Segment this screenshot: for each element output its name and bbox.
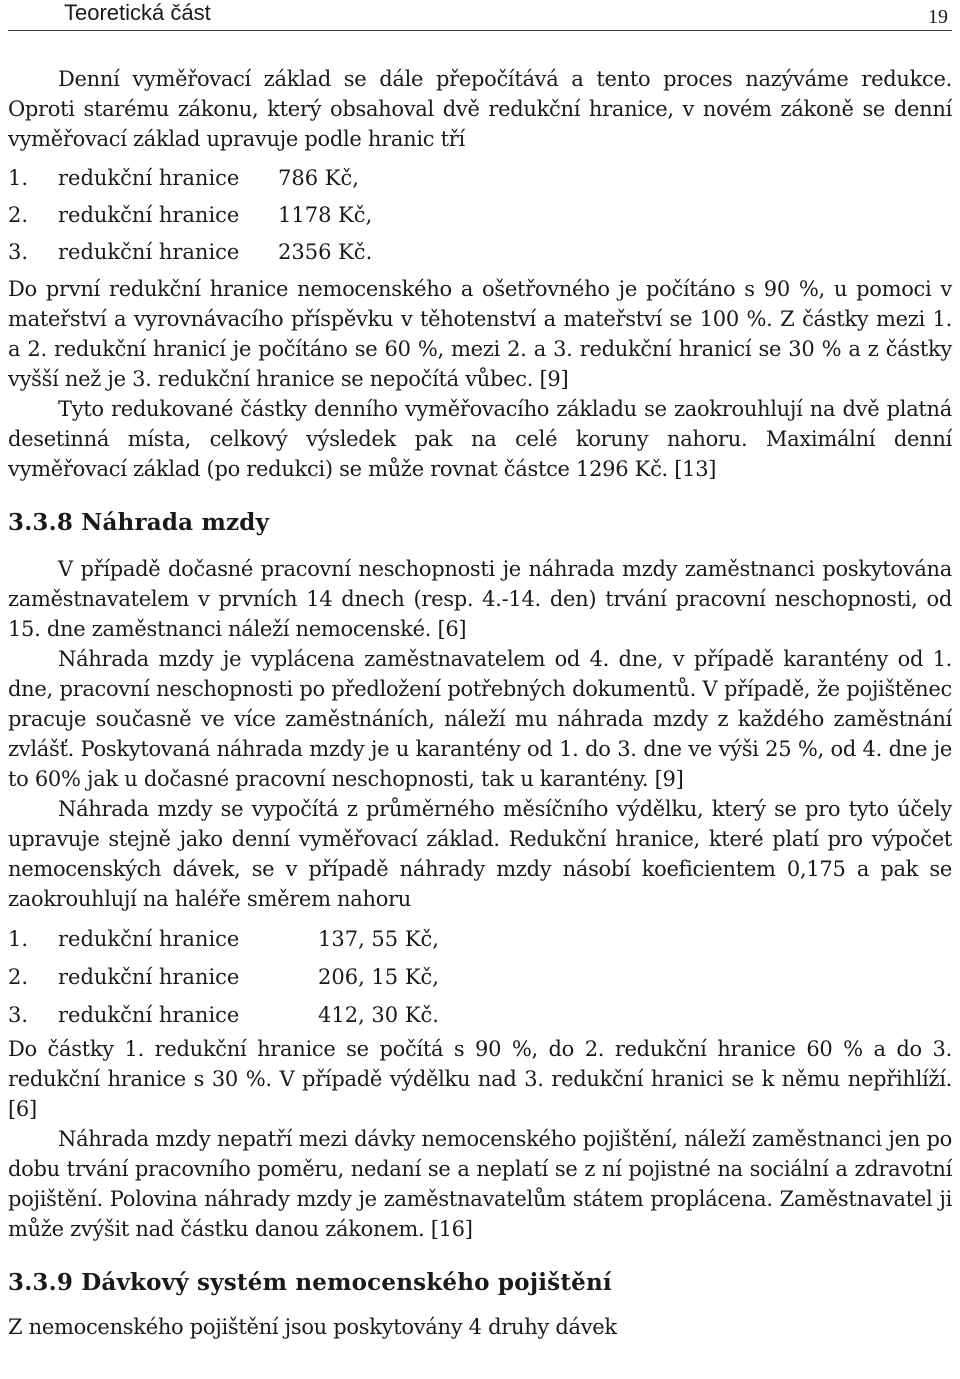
list-item-label: redukční hranice: [58, 203, 240, 227]
list-item-number: 2.: [8, 965, 29, 989]
list-item-label: redukční hranice: [58, 1003, 240, 1027]
paragraph-wage-payment: Náhrada mzdy je vyplácena zaměstnavatelem od 4. dne, v případě karantény od 1. dne, pracovní neschopnosti po předložení potřebných dokumentů. V případě, že pojištěnec pracuje současně ve více zaměstnáních, náleží mu náhrada mzdy z každého zaměstnání zvlášť. Poskytovaná náhrada mzdy je u karantény od 1. do 3. dne ve výši 25 %, od 4. dne je to 60% jak u dočasné pracovní neschopnosti, tak u karantény. [9]: [8, 647, 952, 791]
list-item-amount: 2356 Kč.: [278, 240, 373, 264]
list-item-amount: 206, 15 Kč,: [318, 965, 439, 989]
page-content: [8, 64, 952, 1342]
list-item: [8, 958, 952, 996]
list-item: [8, 996, 952, 1034]
list-item-amount: 1178 Kč,: [278, 203, 373, 227]
list-item-amount: 137, 55 Kč,: [318, 927, 439, 951]
paragraph-wage-intro: V případě dočasné pracovní neschopnosti je náhrada mzdy zaměstnanci poskytována zaměstnavatelem v prvních 14 dnech (resp. 4.-14. den) trvání pracovní neschopnosti, od 15. dne zaměstnanci náleží nemocenské. [6]: [8, 557, 952, 641]
section-heading-wage-compensation: 3.3.8 Náhrada mzdy: [8, 509, 270, 536]
list-item-label: redukční hranice: [58, 240, 240, 264]
list-item: [8, 197, 952, 234]
paragraph-wage-notes: Náhrada mzdy nepatří mezi dávky nemocenského pojištění, náleží zaměstnanci jen po dobu trvání pracovního poměru, nedaní se a neplatí se z ní pojistné na sociální a zdravotní pojištění. Polovina náhrady mzdy je zaměstnavatelům státem proplácena. Zaměstnavatel ji může zvýšit nad částku danou zákonem. [16]: [8, 1127, 952, 1241]
list-item-number: 3.: [8, 240, 29, 264]
page-header: [8, 0, 952, 31]
paragraph-reduction-intro: Denní vyměřovací základ se dále přepočítává a tento proces nazýváme redukce. Oproti starému zákonu, který obsahoval dvě redukční hranice, v novém zákoně se denní vyměřovací základ upravuje podle hranic tří: [8, 67, 952, 151]
list-item-number: 1.: [8, 927, 29, 951]
list-item-label: redukční hranice: [58, 927, 240, 951]
list-item-number: 1.: [8, 166, 29, 190]
list-item-amount: 786 Kč,: [278, 166, 359, 190]
paragraph-rounding: Tyto redukované částky denního vyměřovacího základu se zaokrouhlují na dvě platná desetinná místa, celkový výsledek pak na celé koruny nahoru. Maximální denní vyměřovací základ (po redukci) se může rovnat částce 1296 Kč. [13]: [8, 397, 952, 481]
list-item-amount: 412, 30 Kč.: [318, 1003, 439, 1027]
wage-reduction-limits-list: [8, 920, 952, 1034]
list-item: [8, 160, 952, 197]
page-number: 19: [928, 6, 948, 28]
reduction-limits-list: [8, 160, 952, 271]
paragraph-reduction-rates: Do první redukční hranice nemocenského a ošetřovného je počítáno s 90 %, u pomoci v mateřství a vyrovnávacího příspěvku v těhotenství a mateřství se 100 %. Z částky mezi 1. a 2. redukční hranicí je počítáno se 60 %, mezi 2. a 3. redukční hranicí se 30 % a z částky vyšší než je 3. redukční hranice se nepočítá vůbec. [9]: [8, 277, 952, 391]
list-item-label: redukční hranice: [58, 166, 240, 190]
list-item-label: redukční hranice: [58, 965, 240, 989]
list-item: [8, 234, 952, 271]
paragraph-wage-rates: Do částky 1. redukční hranice se počítá s 90 %, do 2. redukční hranice 60 % a do 3. redukční hranice s 30 %. V případě výdělku nad 3. redukční hranici se k němu nepřihlíží. [6]: [8, 1037, 952, 1121]
paragraph-wage-calculation: Náhrada mzdy se vypočítá z průměrného měsíčního výdělku, který se pro tyto účely upravuje stejně jako denní vyměřovací základ. Redukční hranice, které platí pro výpočet nemocenských dávek, se v případě náhrady mzdy násobí koeficientem 0,175 a pak se zaokrouhlují na haléře směrem nahoru: [8, 797, 952, 911]
section-title: Teoretická část: [64, 0, 211, 25]
list-item-number: 2.: [8, 203, 29, 227]
section-heading-benefit-system: 3.3.9 Dávkový systém nemocenského pojištění: [8, 1269, 612, 1296]
list-item-number: 3.: [8, 1003, 29, 1027]
paragraph-benefit-types: Z nemocenského pojištění jsou poskytovány 4 druhy dávek: [8, 1315, 617, 1339]
list-item: [8, 920, 952, 958]
